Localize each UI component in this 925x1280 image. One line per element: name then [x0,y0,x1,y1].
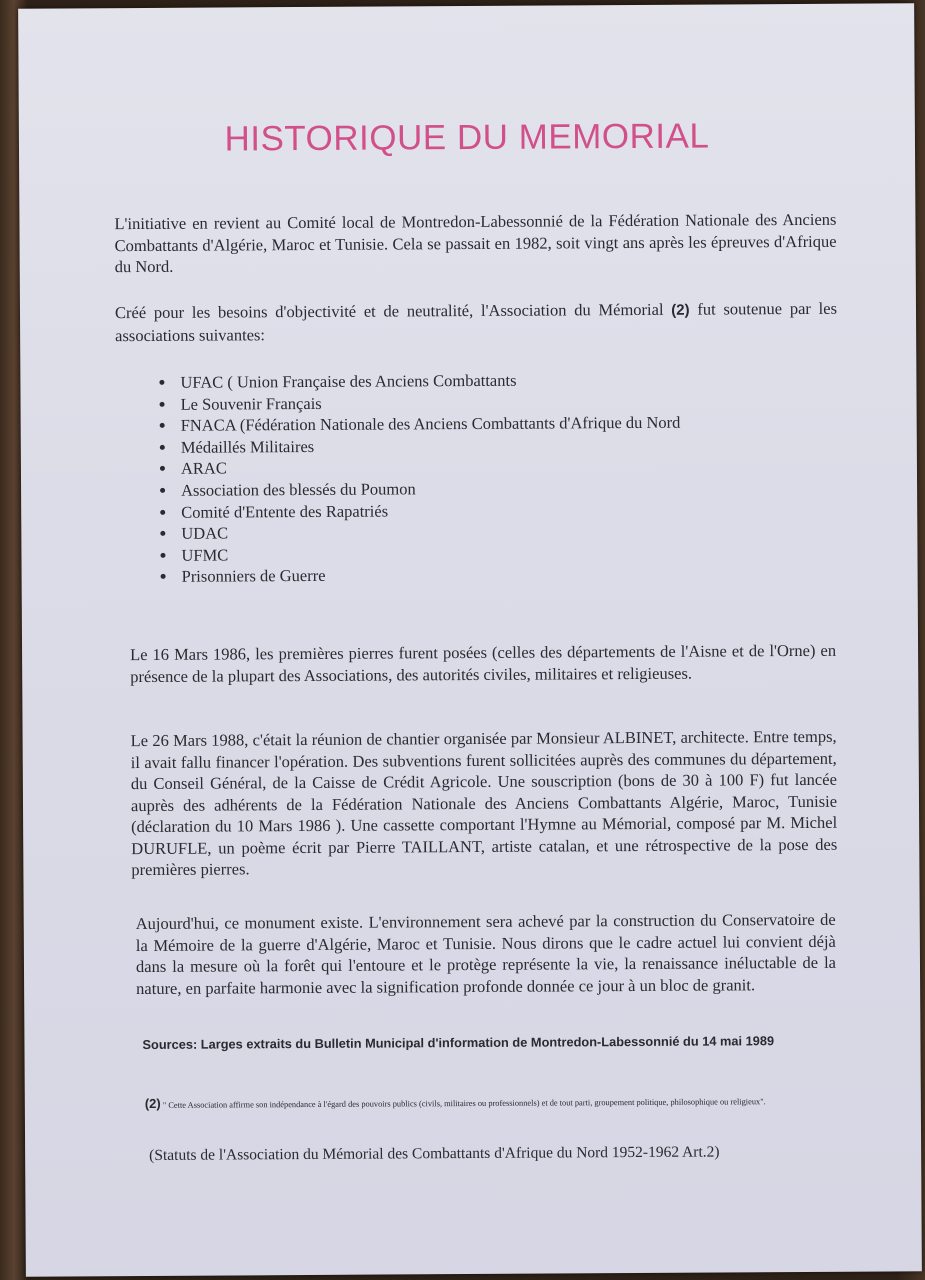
list-item: • UDAC [177,520,681,545]
page-title: HISTORIQUE DU MEMORIAL [224,116,710,159]
footnote-mark: (2) [144,1095,161,1111]
paragraph-today: Aujourd'hui, ce monument existe. L'environnement sera achevé par la construction du Conservatoire de la Mémoire de la guerre d'Algérie, Maroc et Tunisie. Nous dirons que le cadre actuel lui convient déjà dans la mesure où la forêt qui l'entoure et le protège représente la vie, la renaissance inéluctable de la nature, en parfaite harmonie avec la signification profonde donnée ce jour à un bloc de granit. [135,909,837,998]
associations-list [140,369,681,588]
list-item: • Comité d'Entente des Rapatriés [177,498,681,523]
list-item: • Prisonniers de Guerre [178,563,682,588]
footnote [145,1094,839,1112]
list-item: • Association des blessés du Poumon [177,477,681,502]
memorial-plaque [18,3,922,1276]
list-item: • ARAC [177,455,681,480]
plaque-content [18,3,922,1276]
list-item: • FNACA (Fédération Nationale des Anciens Combattants d'Afrique du Nord [177,412,681,437]
paragraph-association [115,298,837,346]
sources-note: Sources: Larges extraits du Bulletin Municipal d'information de Montredon-Labessonnié du 14 mai 1989 [142,1033,775,1053]
footnote-text: " Cette Association affirme son indépendance à l'égard des pouvoirs publics (civils, militaires ou professionnels) et de tout parti, groupement politique, philosophique ou religieux". [162,1097,766,1110]
paragraph-association-after: fut soutenue par les associations suivantes: [115,298,838,345]
paragraph-initiative: L'initiative en revient au Comité local de Montredon-Labessonnié de la Fédération Nationale des Anciens Combattants d'Algérie, Maroc et Tunisie. Cela se passait en 1982, soit vingt ans après les épreuves d'Afrique du Nord. [114,209,837,277]
paragraph-financing: Le 26 Mars 1988, c'était la réunion de chantier organisée par Monsieur ALBINET, architecte. Entre temps, il avait fallu financer l'opération. Des subventions furent sollicitées auprès des communes du département, du Conseil Général, de la Caisse de Crédit Agricole. Une souscription (bons de 30 à 100 F) fut lancée auprès des adhérents de la Fédération Nationale des Anciens Combattants Algérie, Maroc, Tunisie (déclaration du 10 Mars 1986 ). Une cassette comportant l'Hymne au Mémorial, composé par M. Michel DURUFLE, un poème écrit par Pierre TAILLANT, artiste catalan, et une rétrospective de la pose des premières pierres. [130,726,838,880]
list-item: • Médaillés Militaires [177,433,681,458]
footnote-reference: (2) [671,301,690,319]
paragraph-first-stones: Le 16 Mars 1986, les premières pierres furent posées (celles des départements de l'Aisne et de l'Orne) en présence de la plupart des Associations, des autorités civiles, militaires et religieuses. [130,640,837,686]
statuts-citation: (Statuts de l'Association du Mémorial des Combattants d'Afrique du Nord 1952-1962 Art.2) [149,1143,720,1164]
list-item: • UFAC ( Union Française des Anciens Combattants [176,369,680,394]
paragraph-association-before: Créé pour les besoins d'objectivité et de neutralité, l'Association du Mémorial [114,299,672,323]
list-item: • Le Souvenir Français [176,390,680,415]
list-item: • UFMC [177,541,681,566]
